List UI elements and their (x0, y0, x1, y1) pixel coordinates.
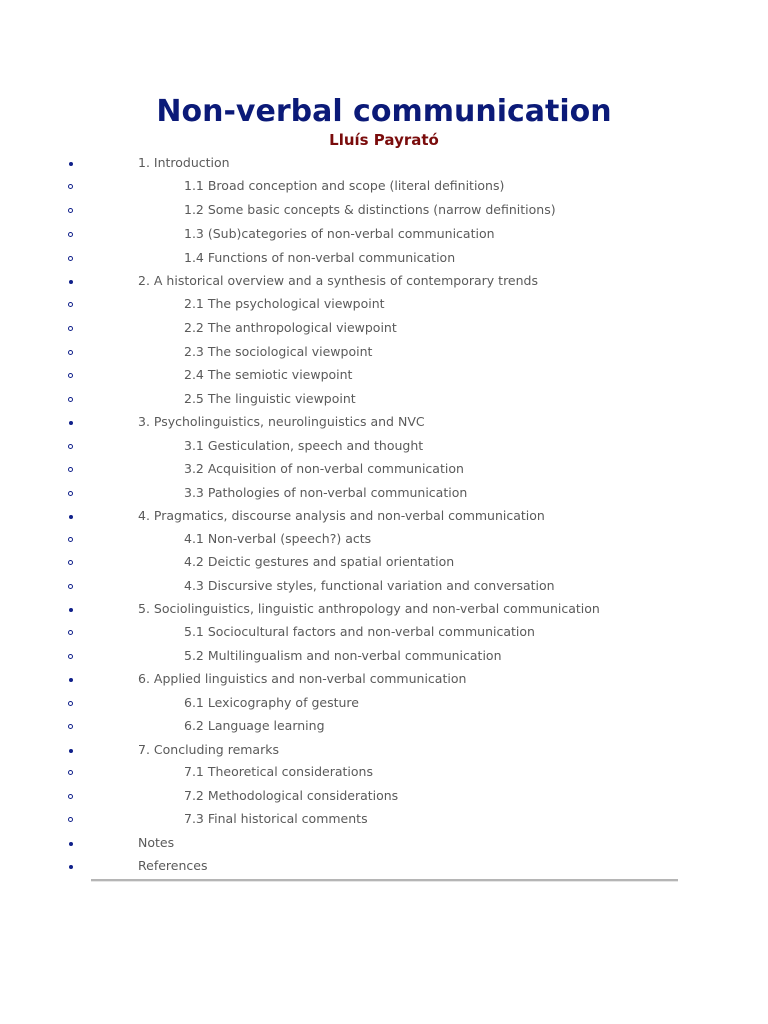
bullet-circle-icon (66, 348, 75, 357)
bullet-circle-icon (66, 792, 75, 801)
toc-link[interactable]: 4.3 Discursive styles, functional variation and conversation (184, 578, 555, 593)
toc-subitem (0, 621, 768, 643)
toc-subitem (0, 317, 768, 339)
bullet-circle-icon (66, 582, 75, 591)
bullet-circle-icon (66, 300, 75, 309)
bullet-circle-icon (66, 465, 75, 474)
horizontal-rule (91, 879, 678, 882)
toc-item (0, 152, 768, 174)
toc-link[interactable]: 6. Applied linguistics and non-verbal communication (138, 671, 467, 686)
toc-link[interactable]: 2.4 The semiotic viewpoint (184, 367, 353, 382)
toc-subitem (0, 364, 768, 386)
toc-subitem (0, 715, 768, 737)
toc-item (0, 832, 768, 854)
bullet-disc-icon (66, 839, 75, 848)
toc-link[interactable]: 2.1 The psychological viewpoint (184, 296, 385, 311)
toc-link[interactable]: 3.2 Acquisition of non-verbal communication (184, 461, 464, 476)
toc-subitem (0, 551, 768, 573)
toc-link[interactable]: 3.3 Pathologies of non-verbal communication (184, 485, 468, 500)
toc-item (0, 855, 768, 877)
bullet-circle-icon (66, 206, 75, 215)
toc-link[interactable]: 3. Psycholinguistics, neurolinguistics and NVC (138, 414, 425, 429)
toc-subitem (0, 761, 768, 783)
bullet-circle-icon (66, 815, 75, 824)
toc-item (0, 270, 768, 292)
toc-subitem (0, 645, 768, 667)
toc-link[interactable]: 6.2 Language learning (184, 718, 325, 733)
toc-subitem (0, 199, 768, 221)
bullet-circle-icon (66, 628, 75, 637)
toc-subitem (0, 528, 768, 550)
bullet-disc-icon (66, 512, 75, 521)
toc-link[interactable]: 1.2 Some basic concepts & distinctions (narrow definitions) (184, 202, 556, 217)
toc-link[interactable]: 7.2 Methodological considerations (184, 788, 399, 803)
toc-link[interactable]: 5. Sociolinguistics, linguistic anthropology and non-verbal communication (138, 601, 600, 616)
bullet-circle-icon (66, 230, 75, 239)
toc-link[interactable]: 5.2 Multilingualism and non-verbal communication (184, 648, 502, 663)
bullet-disc-icon (66, 862, 75, 871)
toc-subitem (0, 692, 768, 714)
bullet-circle-icon (66, 324, 75, 333)
toc-subitem (0, 388, 768, 410)
toc-link[interactable]: 4.1 Non-verbal (speech?) acts (184, 531, 372, 546)
toc-link[interactable]: 1. Introduction (138, 155, 230, 170)
toc-link[interactable]: 7.3 Final historical comments (184, 811, 368, 826)
toc-link[interactable]: 3.1 Gesticulation, speech and thought (184, 438, 424, 453)
bullet-circle-icon (66, 442, 75, 451)
toc-link[interactable]: 6.1 Lexicography of gesture (184, 695, 359, 710)
toc-link[interactable]: 1.3 (Sub)categories of non-verbal communication (184, 226, 495, 241)
bullet-circle-icon (66, 371, 75, 380)
bullet-circle-icon (66, 489, 75, 498)
bullet-disc-icon (66, 675, 75, 684)
toc-link[interactable]: References (138, 858, 208, 873)
toc-link[interactable]: 7.1 Theoretical considerations (184, 764, 373, 779)
bullet-circle-icon (66, 395, 75, 404)
bullet-circle-icon (66, 254, 75, 263)
toc-subitem (0, 482, 768, 504)
toc-subitem (0, 247, 768, 269)
bullet-circle-icon (66, 182, 75, 191)
bullet-disc-icon (66, 605, 75, 614)
toc-link[interactable]: 5.1 Sociocultural factors and non-verbal communication (184, 624, 535, 639)
bullet-disc-icon (66, 418, 75, 427)
toc-item (0, 598, 768, 620)
bullet-circle-icon (66, 652, 75, 661)
toc-subitem (0, 785, 768, 807)
toc-subitem (0, 575, 768, 597)
bullet-circle-icon (66, 535, 75, 544)
bullet-disc-icon (66, 159, 75, 168)
toc-link[interactable]: 1.1 Broad conception and scope (literal definitions) (184, 178, 505, 193)
toc-link[interactable]: 7. Concluding remarks (138, 742, 279, 757)
toc-link[interactable]: 4. Pragmatics, discourse analysis and non-verbal communication (138, 508, 545, 523)
toc-subitem (0, 175, 768, 197)
toc-subitem (0, 435, 768, 457)
toc-link[interactable]: 2.5 The linguistic viewpoint (184, 391, 356, 406)
toc-item (0, 505, 768, 527)
bullet-circle-icon (66, 722, 75, 731)
bullet-circle-icon (66, 768, 75, 777)
toc-subitem (0, 293, 768, 315)
toc-subitem (0, 458, 768, 480)
toc-subitem (0, 808, 768, 830)
page-title: Non-verbal communication (156, 94, 612, 129)
toc-link[interactable]: 2. A historical overview and a synthesis of contemporary trends (138, 273, 538, 288)
toc-link[interactable]: Notes (138, 835, 175, 850)
table-of-contents (0, 152, 768, 876)
bullet-circle-icon (66, 699, 75, 708)
toc-link[interactable]: 2.2 The anthropological viewpoint (184, 320, 397, 335)
toc-subitem (0, 223, 768, 245)
bullet-disc-icon (66, 746, 75, 755)
toc-item (0, 739, 768, 761)
toc-link[interactable]: 4.2 Deictic gestures and spatial orientation (184, 554, 455, 569)
bullet-disc-icon (66, 277, 75, 286)
author-name: Lluís Payrató (329, 131, 439, 149)
toc-item (0, 668, 768, 690)
toc-subitem (0, 341, 768, 363)
toc-link[interactable]: 1.4 Functions of non-verbal communication (184, 250, 456, 265)
toc-item (0, 411, 768, 433)
bullet-circle-icon (66, 558, 75, 567)
toc-link[interactable]: 2.3 The sociological viewpoint (184, 344, 373, 359)
